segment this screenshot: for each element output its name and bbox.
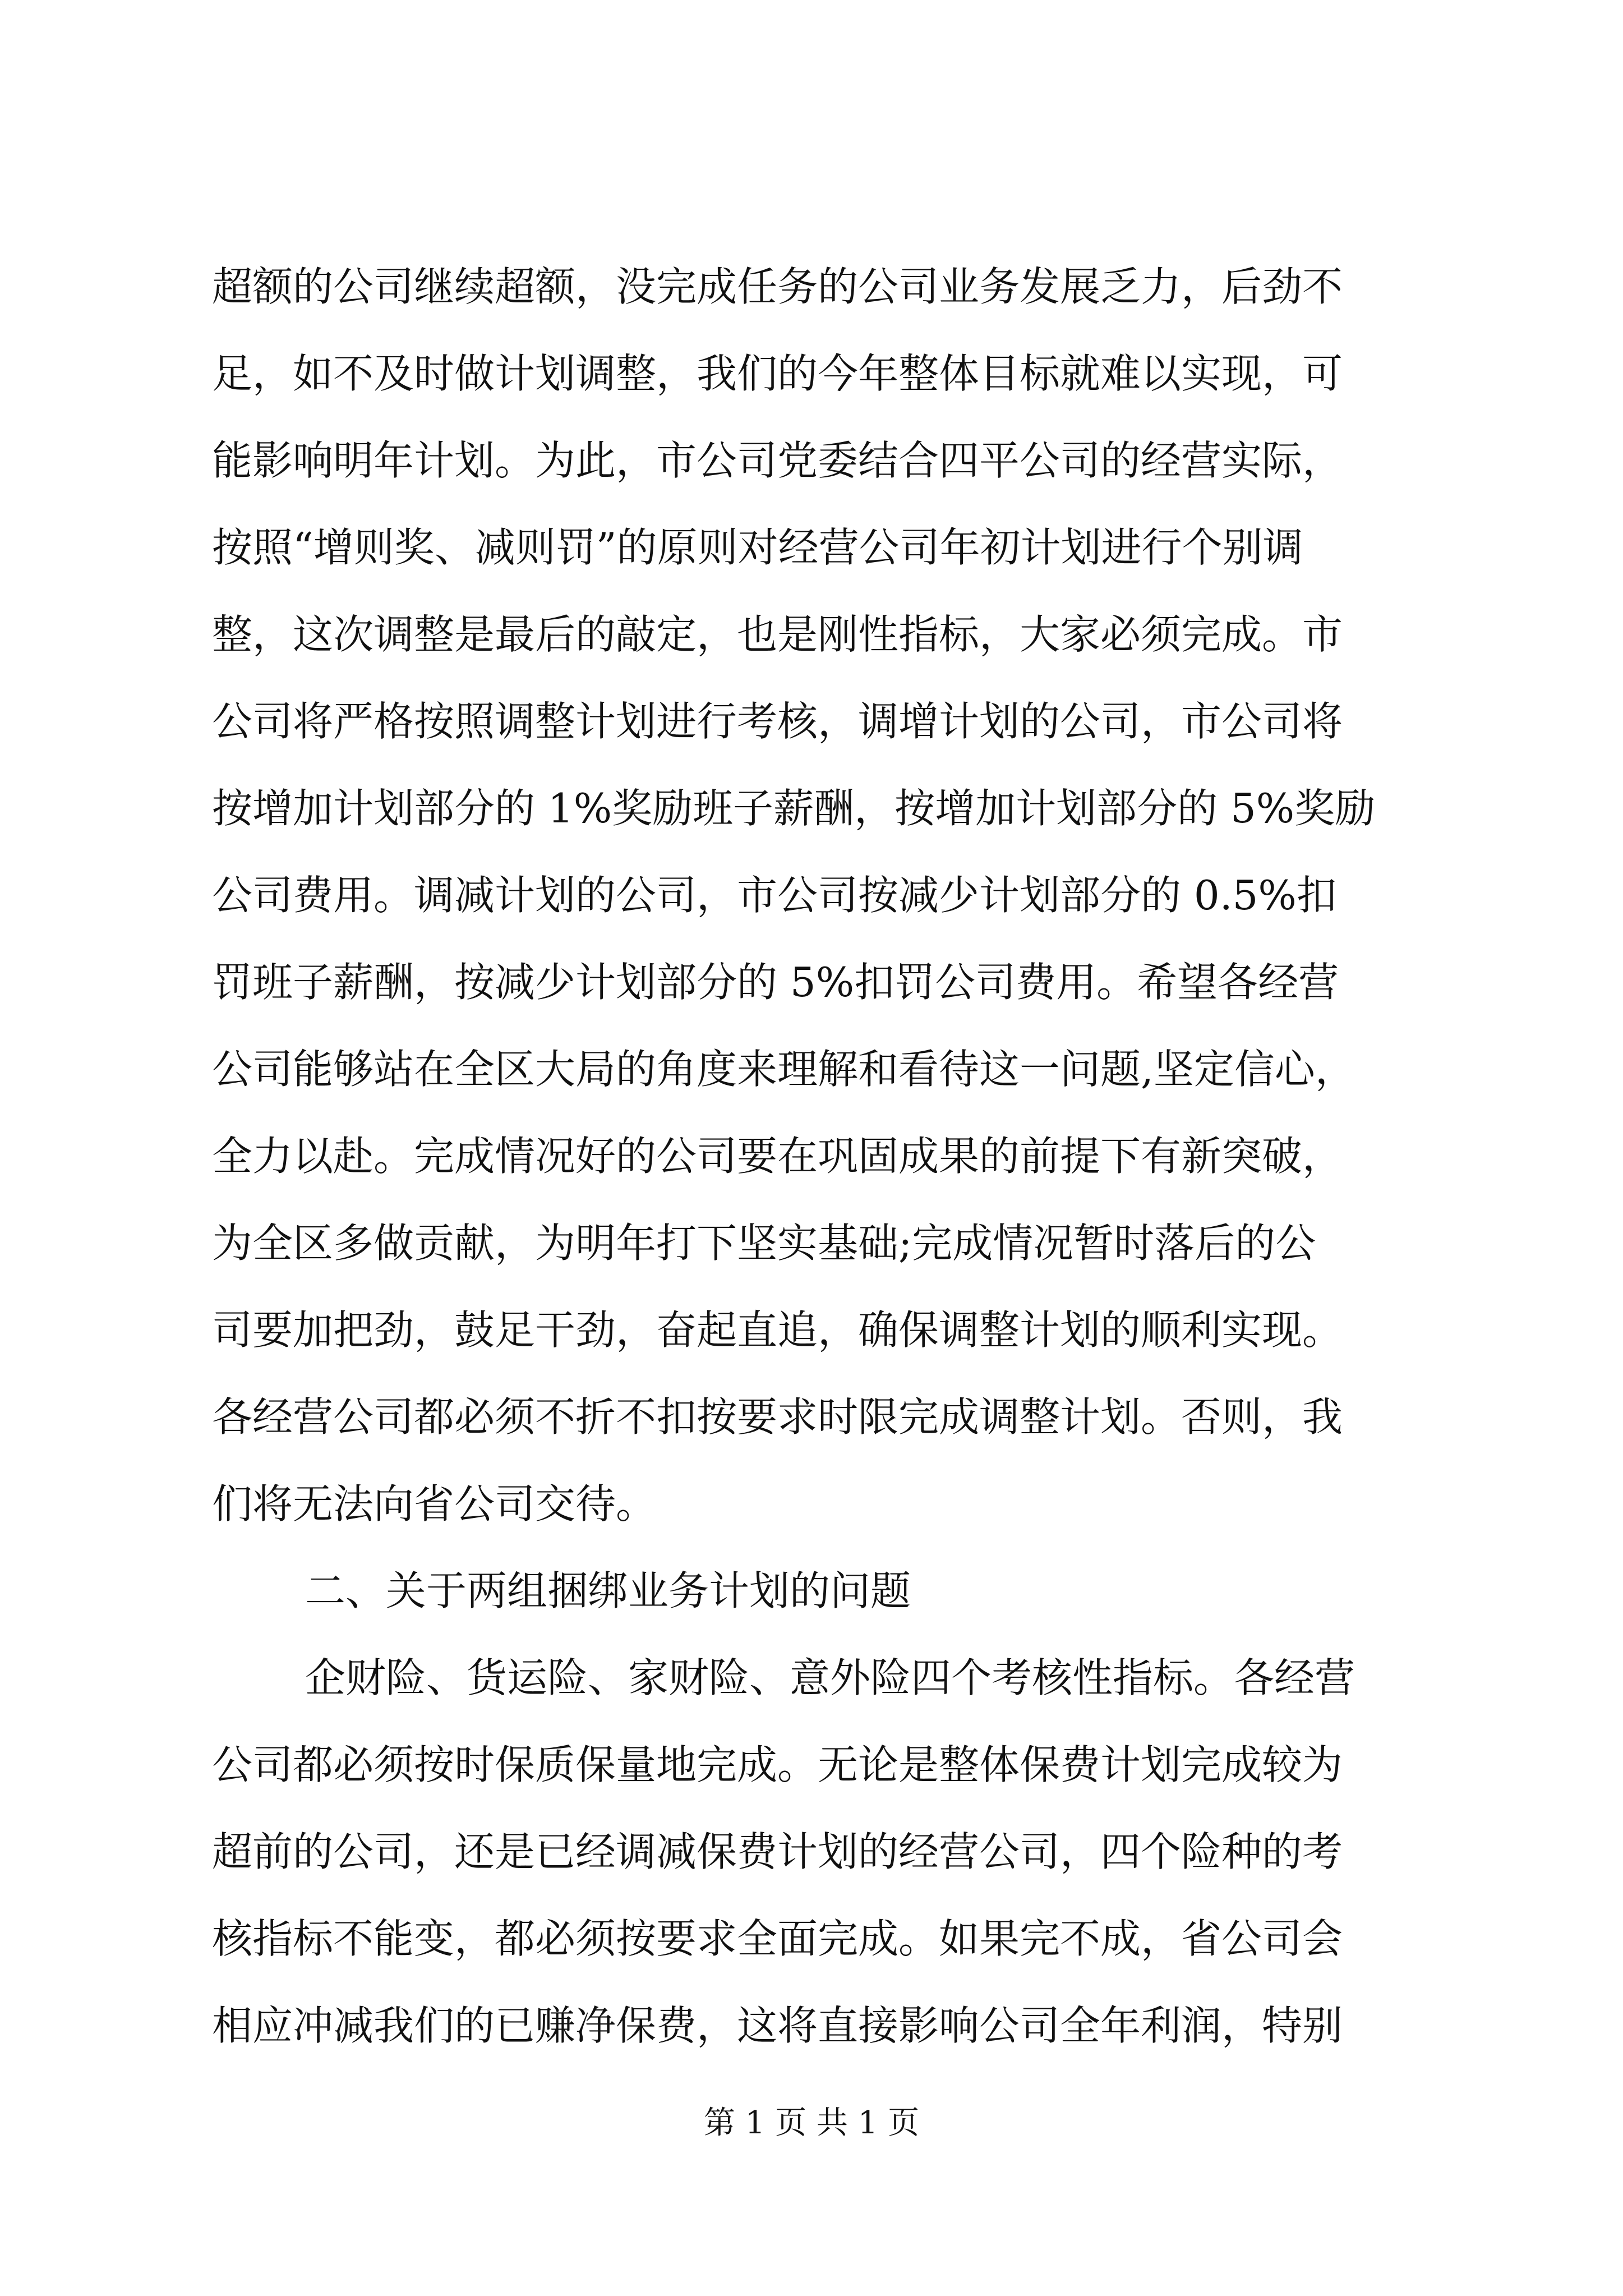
section-heading: 二、关于两组捆绑业务计划的问题 bbox=[305, 1567, 911, 1614]
text-line: 相应冲减我们的已赚净保费，这将直接影响公司全年利润，特别 bbox=[212, 2002, 1343, 2049]
text-line: 公司费用。调减计划的公司，市公司按减少计划部分的 0.5%扣 bbox=[212, 872, 1337, 919]
text-line: 公司都必须按时保质保量地完成。无论是整体保费计划完成较为 bbox=[212, 1741, 1343, 1788]
text-line: 为全区多做贡献，为明年打下坚实基础;完成情况暂时落后的公 bbox=[212, 1220, 1316, 1267]
text-line: 公司将严格按照调整计划进行考核，调增计划的公司，市公司将 bbox=[212, 698, 1343, 745]
page-number-footer: 第 1 页 共 1 页 bbox=[703, 2105, 920, 2141]
paragraph-first-line: 企财险、货运险、家财险、意外险四个考核性指标。各经营 bbox=[305, 1654, 1355, 1701]
text-line: 全力以赴。完成情况好的公司要在巩固成果的前提下有新突破， bbox=[212, 1133, 1343, 1180]
text-line: 们将无法向省公司交待。 bbox=[212, 1480, 657, 1527]
text-line: 足，如不及时做计划调整，我们的今年整体目标就难以实现，可 bbox=[212, 350, 1343, 397]
text-line: 整，这次调整是最后的敲定，也是刚性指标，大家必须完成。市 bbox=[212, 611, 1343, 658]
text-line: 核指标不能变，都必须按要求全面完成。如果完不成，省公司会 bbox=[212, 1915, 1343, 1962]
text-line: 罚班子薪酬，按减少计划部分的 5%扣罚公司费用。希望各经营 bbox=[212, 959, 1339, 1006]
text-line: 按照“增则奖、减则罚”的原则对经营公司年初计划进行个别调 bbox=[212, 524, 1303, 571]
text-line: 按增加计划部分的 1%奖励班子薪酬，按增加计划部分的 5%奖励 bbox=[212, 785, 1376, 832]
text-line: 公司能够站在全区大局的角度来理解和看待这一问题,坚定信心， bbox=[212, 1046, 1355, 1093]
text-line: 超前的公司，还是已经调减保费计划的经营公司，四个险种的考 bbox=[212, 1828, 1343, 1875]
text-line: 能影响明年计划。为此，市公司党委结合四平公司的经营实际， bbox=[212, 437, 1343, 484]
text-line: 超额的公司继续超额，没完成任务的公司业务发展乏力，后劲不 bbox=[212, 263, 1343, 310]
text-line: 各经营公司都必须不折不扣按要求时限完成调整计划。否则，我 bbox=[212, 1393, 1343, 1441]
text-line: 司要加把劲，鼓足干劲，奋起直追，确保调整计划的顺利实现。 bbox=[212, 1306, 1343, 1354]
